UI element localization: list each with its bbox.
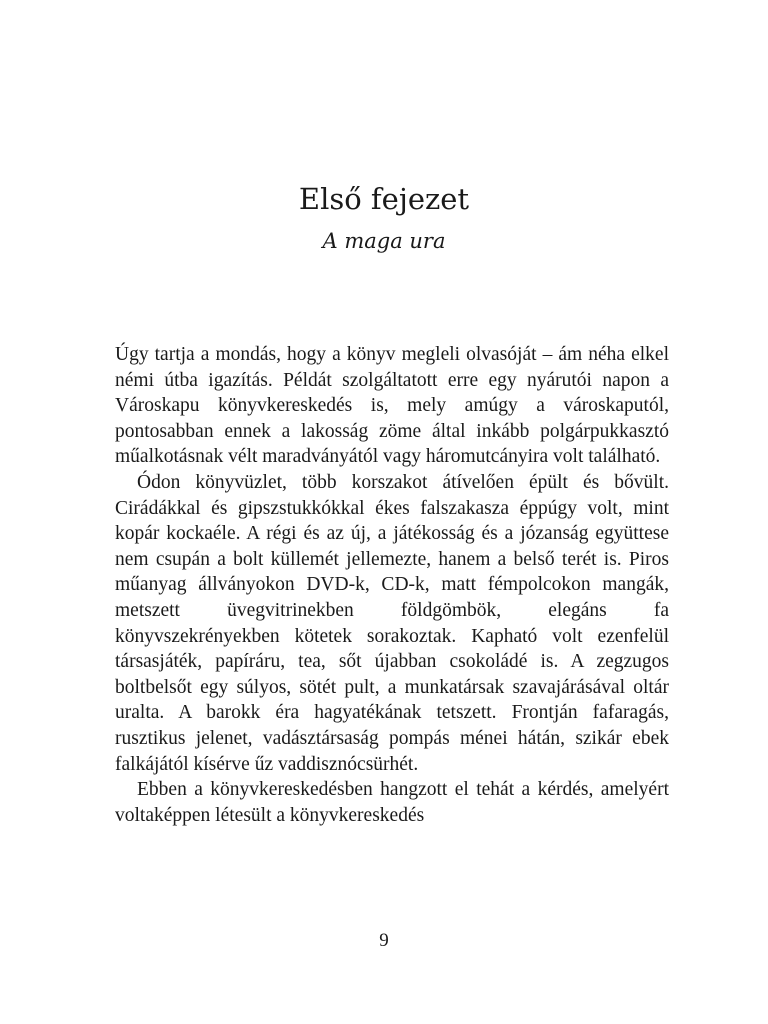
chapter-title: Első fejezet — [298, 182, 470, 216]
body-text — [115, 342, 669, 828]
page-number: 9 — [379, 930, 389, 951]
paragraph: Úgy tartja a mondás, hogy a könyv megleli olvasóját – ám néha elkel némi útba igazítás. Példát szolgáltatott erre egy nyárutói napon a Városkapu könyvkereskedés is, mely amúgy a városkaputól, pontosabban ennek a lakosság zöme által inkább polgárpukkasztó műalkotásnak vélt maradványától vagy háromutcányira volt található. — [115, 344, 669, 468]
paragraph: Ebben a könyvkereskedésben hangzott el tehát a kérdés, amelyért voltaképpen létesült a könyvkereskedés — [115, 779, 669, 826]
paragraph: Ódon könyvüzlet, több korszakot átívelően épült és bővült. Cirádákkal és gipszstukkókkal ékes falszakasza éppúgy volt, mint kopár kockaéle. A régi és az új, a játékosság és a józanság együttese nem csupán a bolt küllemét jellemezte, hanem a belső terét is. Piros műanyag állványokon DVD-k, CD-k, matt fémpolcokon mangák, metszett üvegvitrinekben földgömbök, elegáns fa könyvszekrényekben kötetek sorakoztak. Kapható volt ezenfelül társasjáték, papíráru, tea, sőt újabban csokoládé is. A zegzugos boltbelsőt egy súlyos, sötét pult, a munkatársak szavajárásával oltár uralta. A barokk éra hagyatékának tetszett. Frontján fafaragás, rusztikus jelenet, vadásztársaság pompás ménei hátán, szikár ebek falkájától kísérve űz vaddisznócsürhét. — [115, 471, 669, 775]
chapter-subtitle: A maga ura — [322, 229, 446, 253]
